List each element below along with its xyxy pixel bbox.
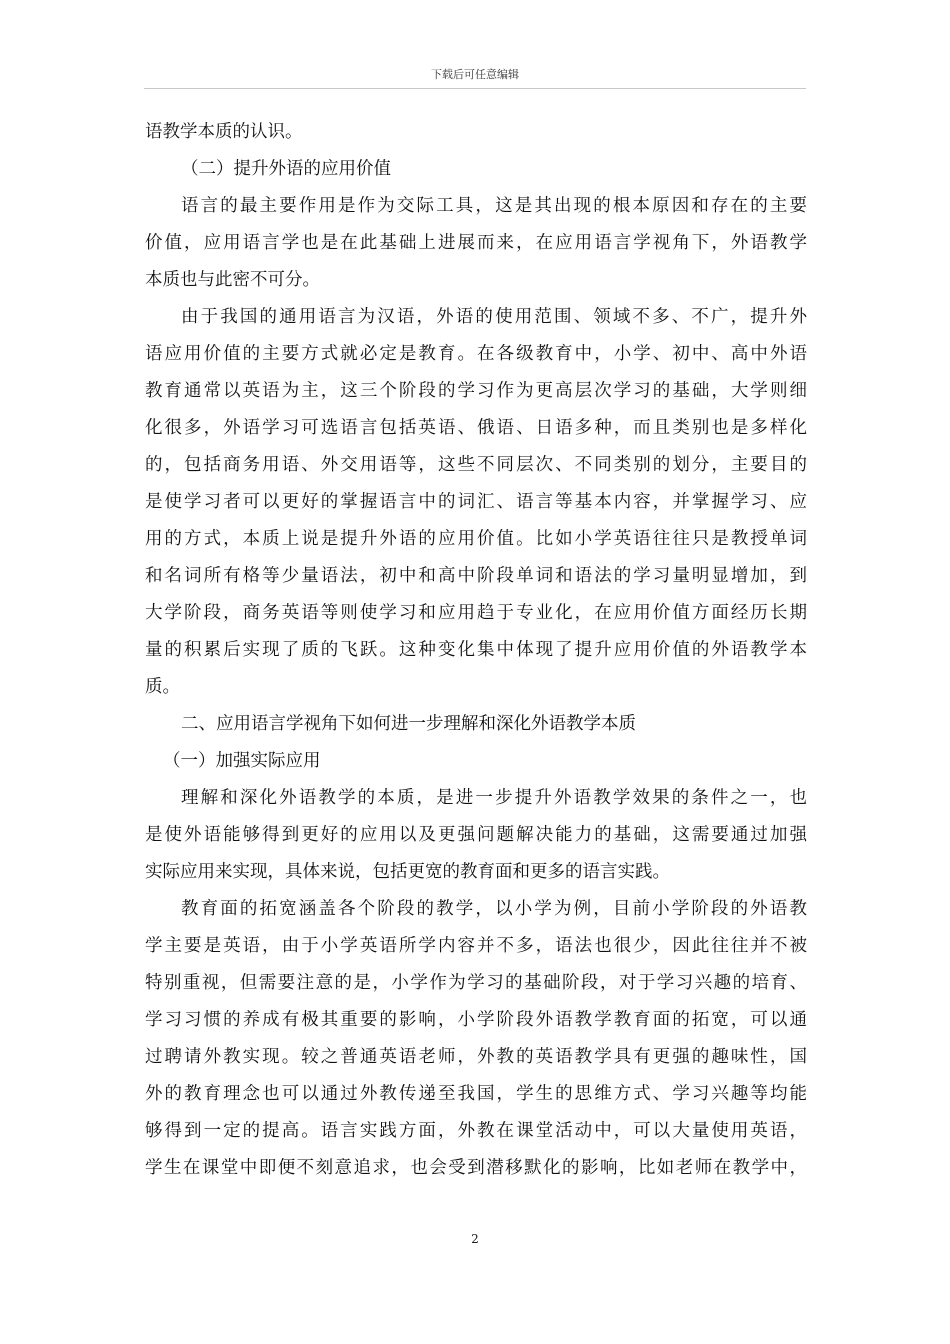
text-line: 特别重视，但需要注意的是，小学作为学习的基础阶段，对于学习兴趣的培育、 (145, 973, 807, 993)
text-line: 学习习惯的养成有极其重要的影响，小学阶段外语教学教育面的拓宽，可以通 (145, 1010, 807, 1030)
section-heading: （二）提升外语的应用价值 (181, 159, 391, 179)
text-line: 外的教育理念也可以通过外教传递至我国，学生的思维方式、学习兴趣等均能 (145, 1084, 807, 1104)
text-line: 学主要是英语，由于小学英语所学内容并不多，语法也很少，因此往往并不被 (145, 936, 807, 956)
text-line: 大学阶段，商务英语等则使学习和应用趋于专业化，在应用价值方面经历长期 (145, 603, 807, 623)
text-line: 够得到一定的提高。语言实践方面，外教在课堂活动中，可以大量使用英语， (145, 1121, 807, 1141)
text-line: 教育面的拓宽涵盖各个阶段的教学，以小学为例，目前小学阶段的外语教 (181, 899, 807, 919)
text-line: 量的积累后实现了质的飞跃。这种变化集中体现了提升应用价值的外语教学本 (145, 640, 807, 660)
text-line: 学生在课堂中即便不刻意追求，也会受到潜移默化的影响，比如老师在教学中， (145, 1158, 807, 1178)
text-line: 化很多，外语学习可选语言包括英语、俄语、日语多种，而且类别也是多样化 (145, 418, 807, 438)
text-line: 价值，应用语言学也是在此基础上进展而来，在应用语言学视角下，外语教学 (145, 233, 807, 253)
text-line: 教育通常以英语为主，这三个阶段的学习作为更高层次学习的基础，大学则细 (145, 381, 807, 401)
text-line: 用的方式，本质上说是提升外语的应用价值。比如小学英语往往只是教授单词 (145, 529, 807, 549)
text-line: 的，包括商务用语、外交用语等，这些不同层次、不同类别的划分，主要目的 (145, 455, 807, 475)
text-line: 由于我国的通用语言为汉语，外语的使用范围、领域不多、不广，提升外 (181, 307, 807, 327)
section-heading: 二、应用语言学视角下如何进一步理解和深化外语教学本质 (181, 714, 636, 734)
text-line: 本质也与此密不可分。 (145, 270, 320, 290)
subsection-heading: （一）加强实际应用 (163, 751, 321, 771)
text-line: 是使外语能够得到更好的应用以及更强问题解决能力的基础，这需要通过加强 (145, 825, 807, 845)
text-line: 和名词所有格等少量语法，初中和高中阶段单词和语法的学习量明显增加，到 (145, 566, 807, 586)
document-body (145, 114, 807, 1187)
header-divider (144, 88, 806, 89)
text-line: 语教学本质的认识。 (145, 122, 303, 142)
text-line: 过聘请外教实现。较之普通英语老师，外教的英语教学具有更强的趣味性，国 (145, 1047, 807, 1067)
text-line: 质。 (145, 677, 180, 697)
text-line: 语言的最主要作用是作为交际工具，这是其出现的根本原因和存在的主要 (181, 196, 807, 216)
text-line: 语应用价值的主要方式就必定是教育。在各级教育中，小学、初中、高中外语 (145, 344, 807, 364)
page-number: 2 (471, 1232, 479, 1246)
text-line: 理解和深化外语教学的本质，是进一步提升外语教学效果的条件之一，也 (181, 788, 807, 808)
page-header: 下载后可任意编辑 (431, 68, 519, 81)
text-line: 实际应用来实现，具体来说，包括更宽的教育面和更多的语言实践。 (145, 862, 670, 882)
text-line: 是使学习者可以更好的掌握语言中的词汇、语言等基本内容，并掌握学习、应 (145, 492, 807, 512)
